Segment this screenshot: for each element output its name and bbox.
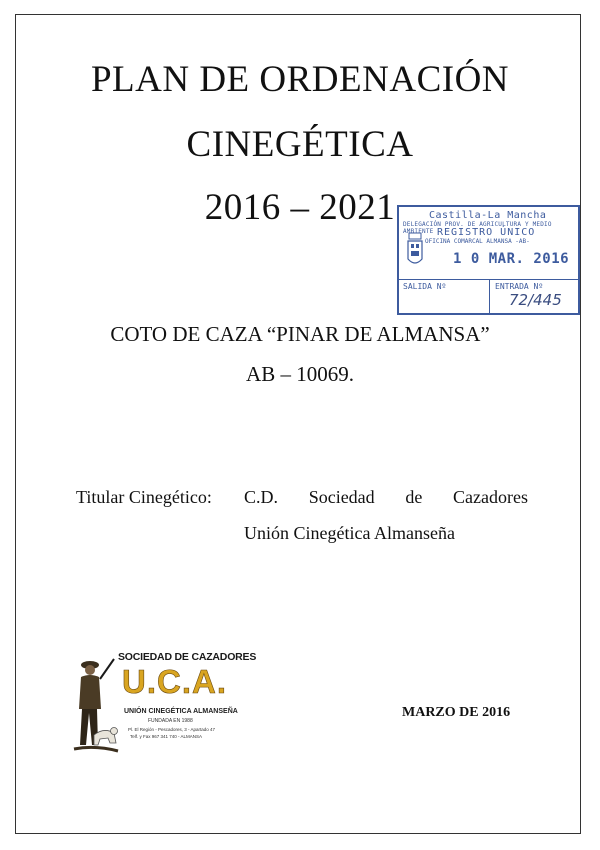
titular-label: Titular Cinegético:	[76, 487, 212, 507]
document-title-line2: CINEGÉTICA	[186, 124, 414, 165]
titular-line1	[244, 487, 528, 508]
coat-of-arms-icon	[405, 231, 425, 271]
document-title-line1: PLAN DE ORDENACIÓN	[90, 59, 510, 100]
logo-founded: FUNDADA EN 1988	[148, 718, 193, 724]
titular-word: de	[405, 487, 423, 507]
registry-stamp	[397, 205, 580, 315]
stamp-date: 1 0 MAR. 2016	[453, 251, 570, 267]
stamp-entrada-label: ENTRADA Nº	[495, 282, 544, 291]
stamp-salida-label: SALIDA Nº	[403, 282, 447, 291]
society-logo	[70, 645, 257, 765]
stamp-office: OFICINA COMARCAL ALMANSA -AB-	[425, 238, 530, 245]
logo-name: UNIÓN CINEGÉTICA ALMANSEÑA	[124, 708, 238, 715]
titular-word: Sociedad	[308, 487, 375, 507]
titular-word: Cazadores	[453, 487, 528, 507]
hunter-with-dog-icon	[70, 653, 120, 761]
stamp-entrada-number: 72/445	[509, 291, 562, 309]
stamp-delegation: DELEGACIÓN PROV. DE AGRICULTURA Y MEDIO AMBIENTE	[403, 221, 552, 235]
stamp-column-divider	[489, 279, 490, 313]
coto-code: AB – 10069.	[246, 362, 354, 386]
coto-name: COTO DE CAZA “PINAR DE ALMANSA”	[110, 322, 490, 346]
logo-acronym: U.C.A.	[122, 663, 227, 700]
document-date: MARZO DE 2016	[402, 705, 511, 720]
stamp-region: Castilla-La Mancha	[429, 210, 547, 221]
logo-address-line1: Pl. El Región - Pescadores, 3 - Apartado 47	[128, 727, 216, 732]
logo-header: SOCIEDAD DE CAZADORES	[118, 651, 257, 663]
stamp-registry: REGISTRO ÚNICO	[437, 227, 536, 238]
titular-word: C.D.	[244, 487, 279, 507]
titular-line2: Unión Cinegética Almanseña	[244, 523, 455, 543]
document-period: 2016 – 2021	[204, 187, 396, 228]
logo-address-line2: Telf. y Fax 967 341 740 - ALMANSA	[130, 734, 203, 739]
